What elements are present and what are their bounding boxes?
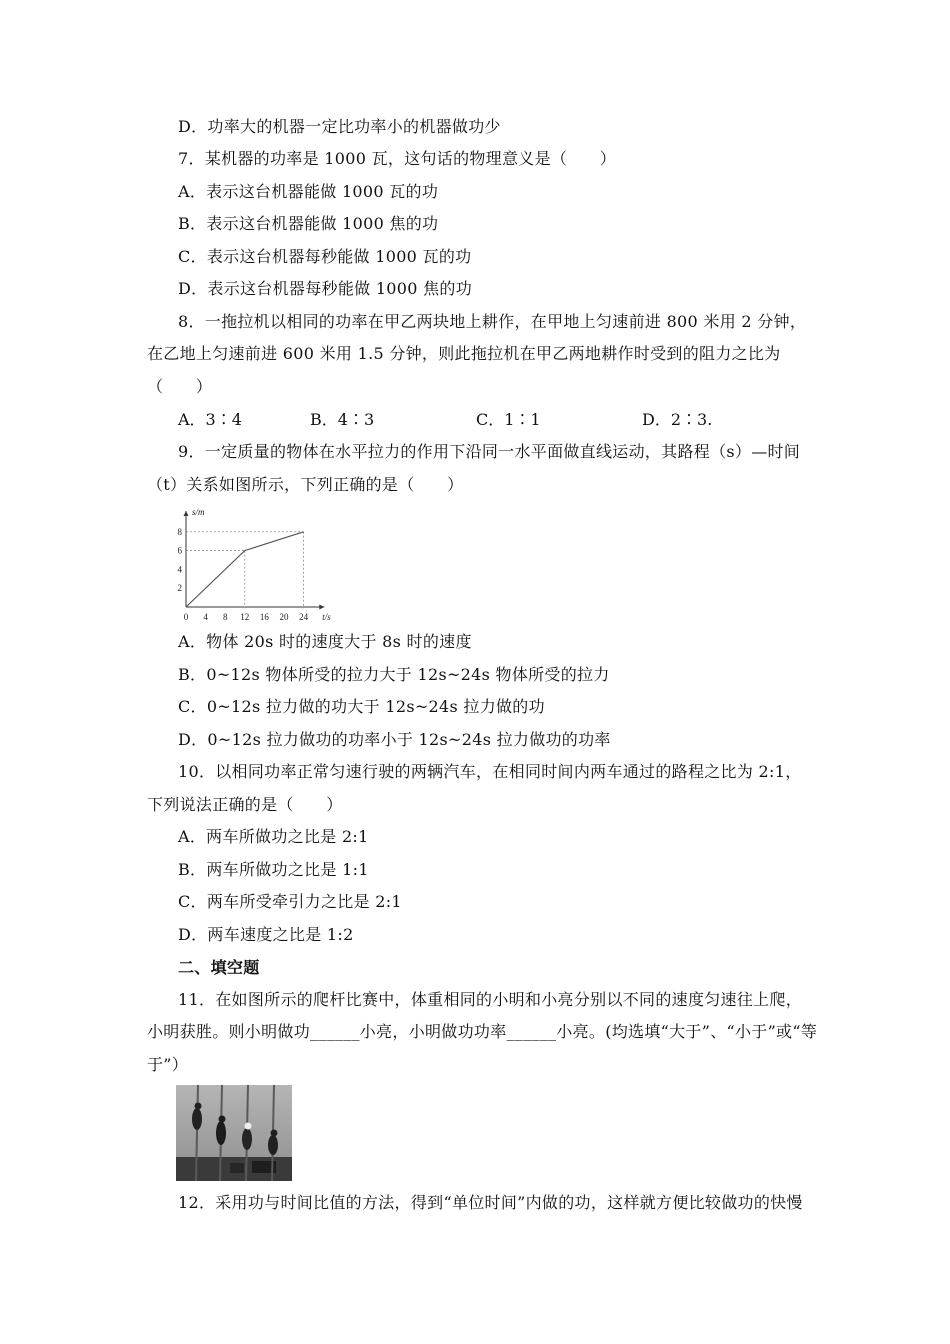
q10-option-a: A．两车所做功之比是 2:1 [178,827,369,846]
q9-option-a: A．物体 20s 时的速度大于 8s 时的速度 [178,632,472,651]
q7-option-a: A．表示这台机器能做 1000 瓦的功 [178,182,439,201]
q6-option-d: D．功率大的机器一定比功率小的机器做功少 [178,117,501,136]
q9-stem-line1: 9．一定质量的物体在水平拉力的作用下沿同一水平面做直线运动，其路程（s）—时间 [178,442,801,461]
section-title-fill-in: 二、填空题 [178,958,260,977]
q10-option-b: B．两车所做功之比是 1:1 [178,860,369,879]
x-tick-label: 0 [183,612,189,622]
q7-option-c: C．表示这台机器每秒能做 1000 瓦的功 [178,247,472,266]
q11-stem-line1: 11．在如图所示的爬杆比赛中，体重相同的小明和小亮分别以不同的速度匀速往上爬， [178,990,803,1009]
q8-option-d: D．2∶3. [642,410,713,429]
q10-option-c: C．两车所受牵引力之比是 2:1 [178,892,402,911]
x-axis-arrow [319,605,324,610]
q9-option-b: B．0~12s 物体所受的拉力大于 12s~24s 物体所受的拉力 [178,665,610,684]
q12-stem-line1: 12．采用功与时间比值的方法，得到“单位时间”内做的功，这样就方便比较做功的快慢 [178,1193,803,1212]
q8-option-c: C．1∶1 [476,410,541,429]
x-axis-label: t/s [322,612,331,622]
q8-stem-line2: 在乙地上匀速前进 600 米用 1.5 分钟，则此拖拉机在甲乙两地耕作时受到的阻力之比为 [147,344,781,363]
q8-stem-line3: （ ） [147,377,213,396]
y-tick-label: 4 [177,564,182,575]
q7-stem: 7．某机器的功率是 1000 瓦，这句话的物理意义是（ ） [178,149,617,168]
q11-stem-line3: 于”） [147,1055,189,1074]
q8-option-a: A．3∶4 [178,410,242,429]
q10-stem-line2: 下列说法正确的是（ ） [147,795,343,814]
q9-option-c: C．0~12s 拉力做的功大于 12s~24s 拉力做的功 [178,697,545,716]
x-tick-label: 4 [203,612,208,622]
y-tick-label: 6 [177,545,182,556]
q8-stem-line1: 8．一拖拉机以相同的功率在甲乙两块地上耕作，在甲地上匀速前进 800 米用 2 分钟， [178,312,807,331]
q7-option-d: D．表示这台机器每秒能做 1000 焦的功 [178,279,473,298]
x-tick-label: 16 [259,612,269,622]
s-t-graph [172,505,331,623]
q11-stem-line2: 小明获胜。则小明做功______小亮，小明做功功率______小亮。(均选填“大于”、“小于”或“等 [147,1022,818,1041]
q7-option-b: B．表示这台机器能做 1000 焦的功 [178,214,439,233]
y-axis-label: s/m [192,507,205,517]
x-tick-label: 20 [279,612,289,622]
y-tick-label: 2 [177,583,182,594]
q10-option-d: D．两车速度之比是 1:2 [178,925,354,944]
q10-stem-line1: 10．以相同功率正常匀速行驶的两辆汽车，在相同时间内两车通过的路程之比为 2:1， [178,762,802,781]
q9-stem-line2: （t）关系如图所示，下列正确的是（ ） [147,475,464,494]
q8-option-b: B．4∶3 [310,410,375,429]
pole-climbing-photo [176,1085,292,1181]
y-axis-arrow [184,511,189,516]
q9-option-d: D．0~12s 拉力做功的功率小于 12s~24s 拉力做功的功率 [178,730,611,749]
x-tick-label: 12 [240,612,250,622]
x-tick-label: 8 [222,612,228,622]
y-tick-label: 8 [177,526,182,537]
x-tick-label: 24 [299,612,309,622]
